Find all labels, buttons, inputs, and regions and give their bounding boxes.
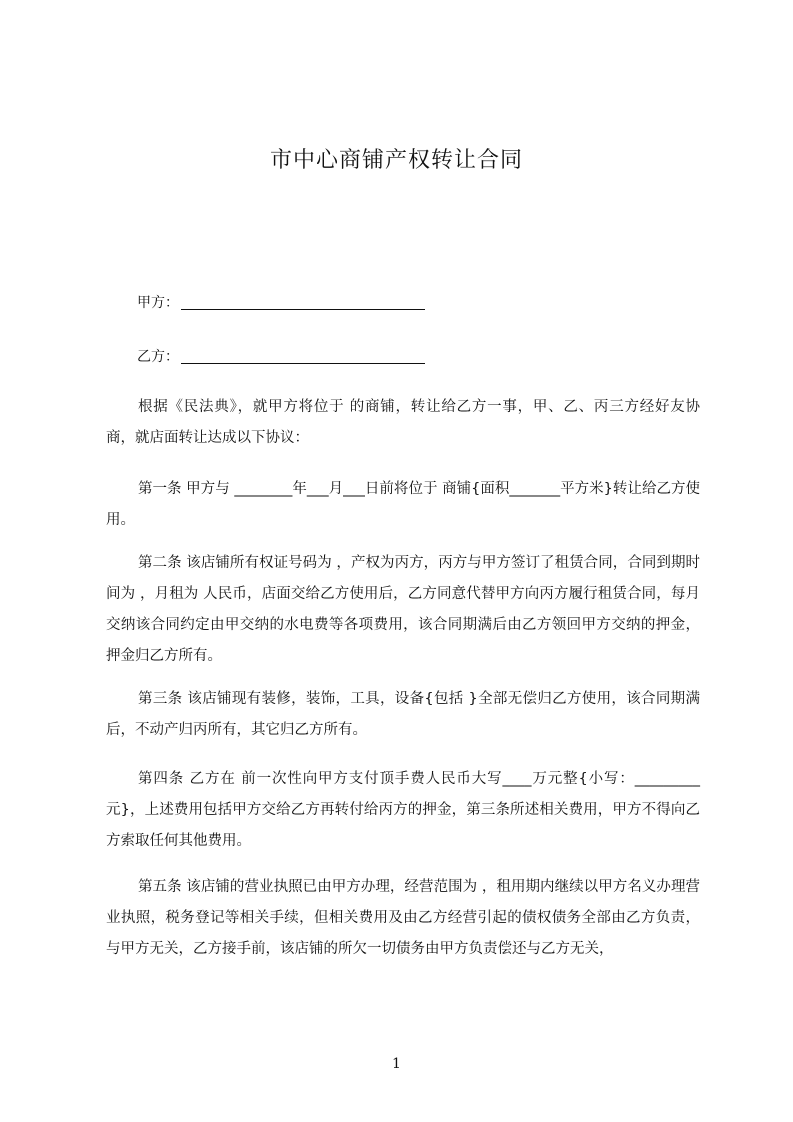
intro-paragraph: 根据《民法典》，就甲方将位于 的商铺，转让给乙方一事，甲、乙、丙三方经好友协商，就店面转让达成以下协议： — [106, 399, 700, 446]
article-2-paragraph: 第二条 该店铺所有权证号码为 ，产权为丙方，丙方与甲方签订了租赁合同，合同到期时间为 ，月租为 人民币，店面交给乙方使用后，乙方同意代替甲方向丙方履行租赁合同，每月交纳该合同约定由甲交纳的水电费等各项费用，该合同期满后由乙方领回甲方交纳的押金，押金归乙方所有。 — [106, 555, 700, 664]
document-title: 市中心商铺产权转让合同 — [269, 148, 523, 173]
article-4-paragraph: 第四条 乙方在 前一次性向甲方支付顶手费人民币大写____万元整{小写：_________元}，上述费用包括甲方交给乙方再转付给丙方的押金，第三条所述相关费用，甲方不得向乙方索取任何其他费用。 — [106, 771, 700, 849]
party-a-label: 甲方： — [137, 295, 179, 311]
party-a-line — [137, 292, 425, 312]
article-1-paragraph: 第一条 甲方与 ________年___月___日前将位于 商铺{面积_______平方米}转让给乙方使用。 — [106, 481, 700, 528]
article-5-paragraph: 第五条 该店铺的营业执照已由甲方办理，经营范围为 ，租用期内继续以甲方名义办理营业执照，税务登记等相关手续，但相关费用及由乙方经营引起的债权债务全部由乙方负责，与甲方无关，乙方接手前，该店铺的所欠一切债务由甲方负责偿还与乙方无关， — [106, 879, 700, 957]
party-b-blank — [181, 349, 425, 364]
party-a-blank — [181, 295, 425, 310]
article-3-paragraph: 第三条 该店铺现有装修，装饰，工具，设备{包括 }全部无偿归乙方使用，该合同期满后，不动产归丙所有，其它归乙方所有。 — [106, 691, 700, 738]
page-number: 1 — [392, 1056, 401, 1072]
party-b-label: 乙方： — [137, 349, 179, 365]
party-b-line — [137, 346, 425, 366]
